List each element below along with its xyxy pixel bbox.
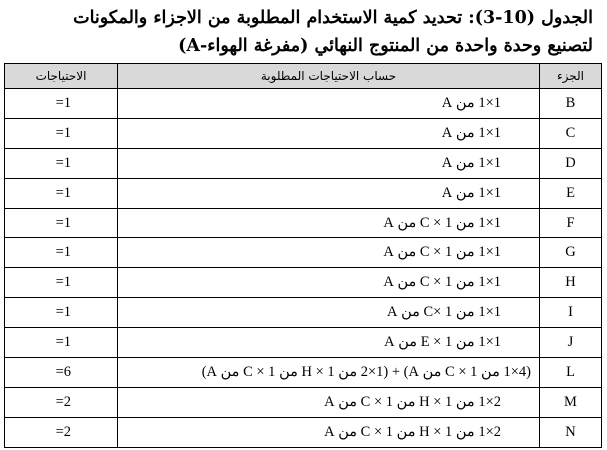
table-caption-line-1: الجدول (10-3): تحديد كمية الاستخدام المطلوبة من الاجزاء والمكونات <box>73 8 593 28</box>
cell-calculation: 1×1 من A <box>118 148 540 178</box>
cell-requirement: 1= <box>5 118 118 148</box>
cell-requirement: 2= <box>5 387 118 417</box>
cell-requirement: 1= <box>5 89 118 119</box>
table-row <box>5 89 602 119</box>
cell-calculation: 2×1 من H × 1 من C × 1 من A <box>118 387 540 417</box>
table-header-row <box>5 64 602 89</box>
cell-part: E <box>540 178 602 208</box>
cell-calculation: 1×1 من A <box>118 118 540 148</box>
cell-part: D <box>540 148 602 178</box>
header-calculation: حساب الاحتياجات المطلوبة <box>118 64 540 89</box>
cell-requirement: 6= <box>5 358 118 388</box>
cell-calculation: 1×1 من A <box>118 178 540 208</box>
table-row <box>5 358 602 388</box>
table-row <box>5 328 602 358</box>
cell-part: L <box>540 358 602 388</box>
table-row <box>5 268 602 298</box>
cell-calculation: 1×1 من C× 1 من A <box>118 298 540 328</box>
cell-part: I <box>540 298 602 328</box>
table-row <box>5 387 602 417</box>
header-requirement: الاحتياجات <box>5 64 118 89</box>
cell-requirement: 1= <box>5 298 118 328</box>
cell-part: M <box>540 387 602 417</box>
cell-calculation: 1×1 من C × 1 من A <box>118 238 540 268</box>
table-caption-line-2: لتصنيع وحدة واحدة من المنتوج النهائي (مفرغة الهواء-A) <box>178 36 593 56</box>
cell-calculation: 1×1 من C × 1 من A <box>118 268 540 298</box>
table-row <box>5 298 602 328</box>
cell-requirement: 1= <box>5 268 118 298</box>
cell-calculation: 2×1 من H × 1 من C × 1 من A <box>118 417 540 447</box>
table-row <box>5 208 602 238</box>
cell-requirement: 1= <box>5 238 118 268</box>
cell-part: G <box>540 238 602 268</box>
cell-part: B <box>540 89 602 119</box>
cell-part: F <box>540 208 602 238</box>
cell-calculation: (4×1 من C × 1 من A) + (2×1 من H × 1 من C × 1 من A) <box>118 358 540 388</box>
cell-part: N <box>540 417 602 447</box>
table-row <box>5 238 602 268</box>
cell-requirement: 1= <box>5 178 118 208</box>
cell-requirement: 1= <box>5 208 118 238</box>
cell-requirement: 1= <box>5 148 118 178</box>
cell-part: H <box>540 268 602 298</box>
table-row <box>5 417 602 447</box>
header-part: الجزء <box>540 64 602 89</box>
cell-calculation: 1×1 من A <box>118 89 540 119</box>
cell-part: C <box>540 118 602 148</box>
table-row <box>5 178 602 208</box>
cell-requirement: 2= <box>5 417 118 447</box>
cell-calculation: 1×1 من E × 1 من A <box>118 328 540 358</box>
requirements-table <box>4 63 602 448</box>
table-row <box>5 148 602 178</box>
table-row <box>5 118 602 148</box>
cell-requirement: 1= <box>5 328 118 358</box>
cell-part: J <box>540 328 602 358</box>
cell-calculation: 1×1 من C × 1 من A <box>118 208 540 238</box>
